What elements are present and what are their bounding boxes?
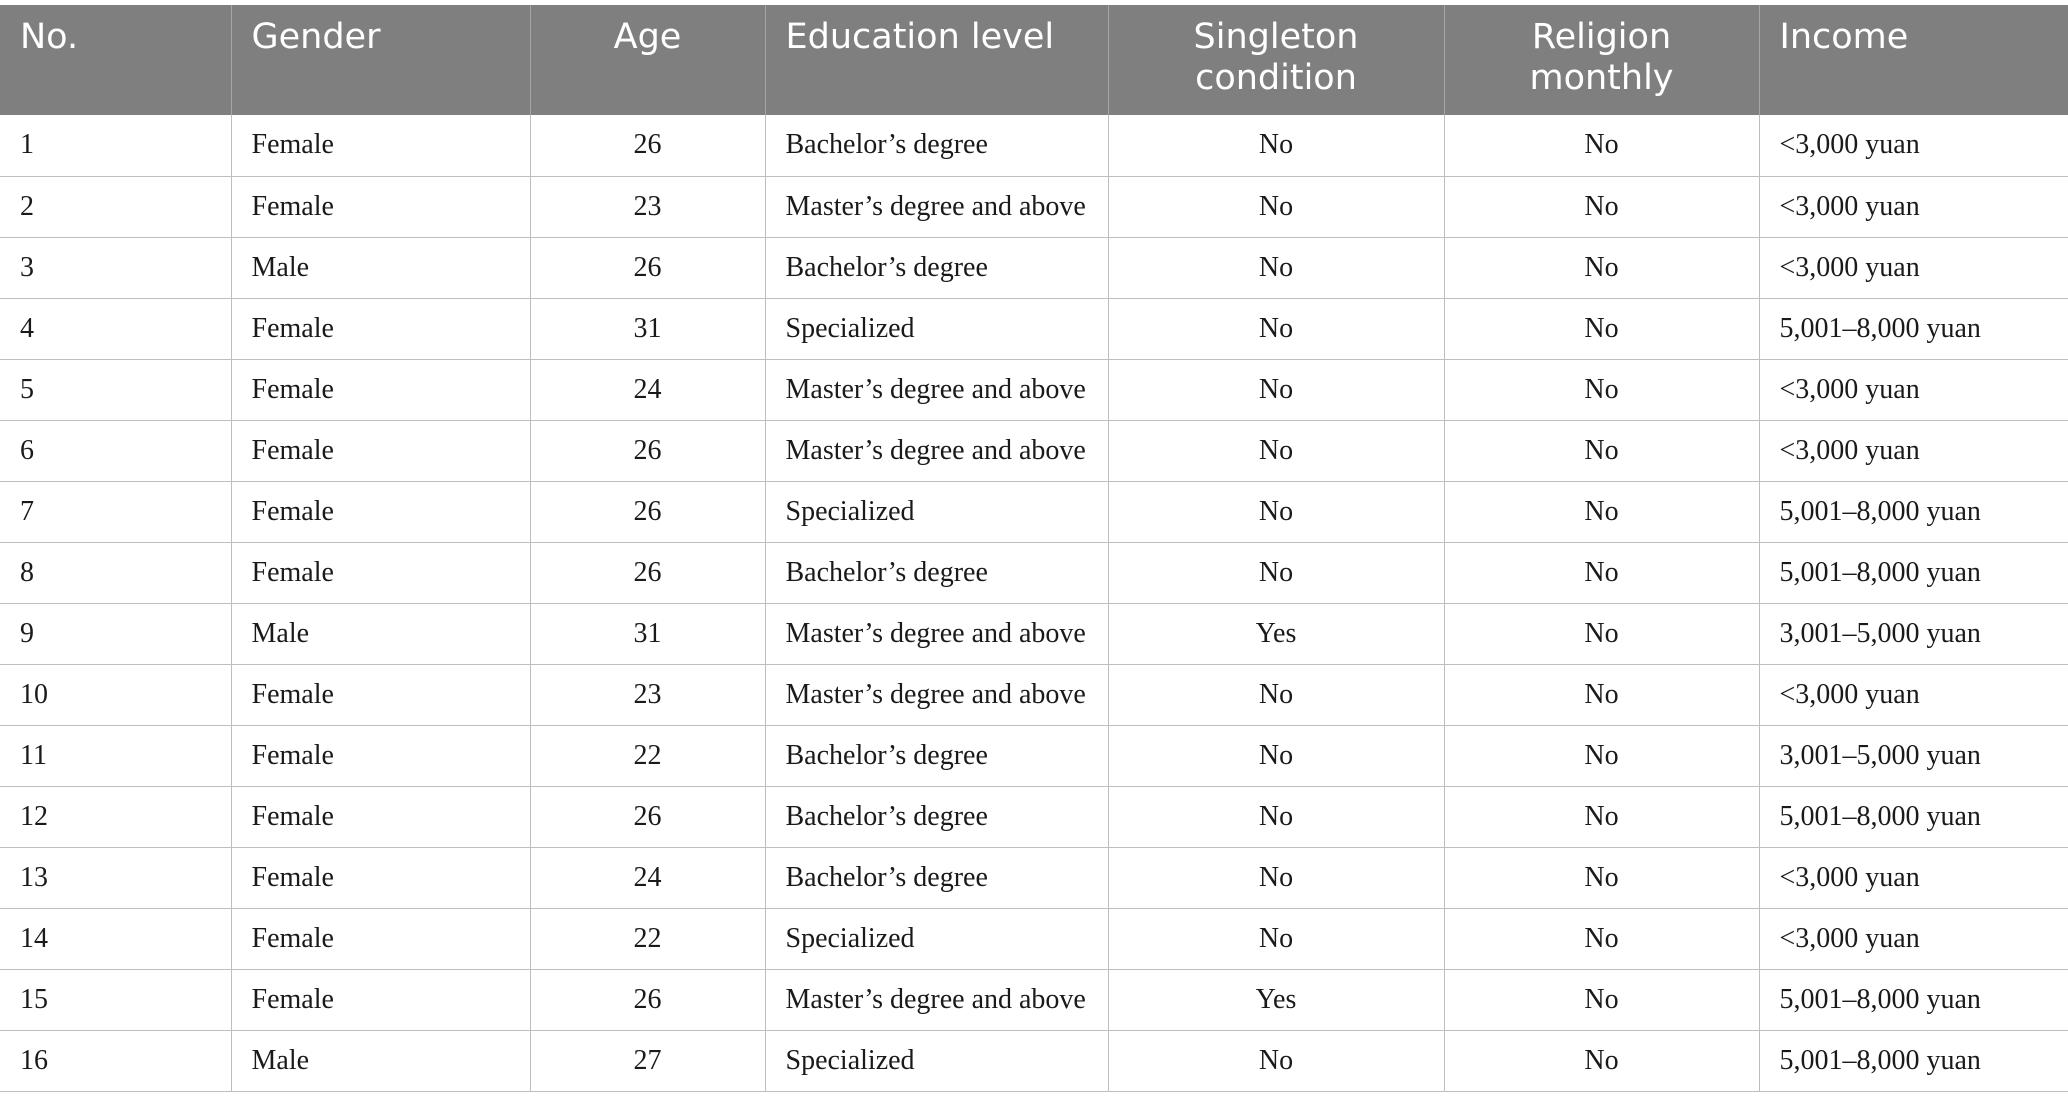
cell-income: <3,000 yuan xyxy=(1759,176,2068,237)
cell-singleton-condition: No xyxy=(1108,847,1444,908)
table-row xyxy=(0,847,2068,908)
cell-religion-monthly: No xyxy=(1444,847,1759,908)
table-row xyxy=(0,481,2068,542)
table-row xyxy=(0,542,2068,603)
cell-singleton-condition: No xyxy=(1108,664,1444,725)
column-header-education-level: Education level xyxy=(765,5,1108,115)
table-row xyxy=(0,725,2068,786)
cell-singleton-condition: Yes xyxy=(1108,603,1444,664)
cell-no: 15 xyxy=(0,969,231,1030)
cell-religion-monthly: No xyxy=(1444,1030,1759,1091)
cell-religion-monthly: No xyxy=(1444,298,1759,359)
table-row xyxy=(0,603,2068,664)
cell-gender: Female xyxy=(231,420,530,481)
cell-singleton-condition: No xyxy=(1108,908,1444,969)
cell-religion-monthly: No xyxy=(1444,786,1759,847)
cell-income: 5,001–8,000 yuan xyxy=(1759,786,2068,847)
cell-age: 22 xyxy=(530,908,765,969)
cell-gender: Female xyxy=(231,847,530,908)
cell-income: 5,001–8,000 yuan xyxy=(1759,1030,2068,1091)
cell-age: 31 xyxy=(530,603,765,664)
cell-age: 24 xyxy=(530,847,765,908)
cell-income: <3,000 yuan xyxy=(1759,847,2068,908)
cell-education-level: Master’s degree and above xyxy=(765,359,1108,420)
cell-education-level: Bachelor’s degree xyxy=(765,725,1108,786)
cell-age: 26 xyxy=(530,115,765,176)
cell-age: 26 xyxy=(530,237,765,298)
cell-income: <3,000 yuan xyxy=(1759,237,2068,298)
cell-no: 12 xyxy=(0,786,231,847)
cell-income: <3,000 yuan xyxy=(1759,420,2068,481)
cell-education-level: Master’s degree and above xyxy=(765,420,1108,481)
cell-age: 26 xyxy=(530,969,765,1030)
cell-no: 3 xyxy=(0,237,231,298)
cell-no: 4 xyxy=(0,298,231,359)
cell-gender: Female xyxy=(231,298,530,359)
cell-religion-monthly: No xyxy=(1444,359,1759,420)
cell-singleton-condition: No xyxy=(1108,542,1444,603)
cell-religion-monthly: No xyxy=(1444,420,1759,481)
table-row xyxy=(0,1030,2068,1091)
cell-gender: Female xyxy=(231,481,530,542)
table-row xyxy=(0,664,2068,725)
cell-age: 26 xyxy=(530,420,765,481)
participants-table xyxy=(0,5,2068,1092)
cell-religion-monthly: No xyxy=(1444,176,1759,237)
cell-income: 5,001–8,000 yuan xyxy=(1759,542,2068,603)
cell-education-level: Bachelor’s degree xyxy=(765,786,1108,847)
table-row xyxy=(0,298,2068,359)
participants-table-container xyxy=(0,5,2068,1092)
cell-income: <3,000 yuan xyxy=(1759,908,2068,969)
cell-religion-monthly: No xyxy=(1444,725,1759,786)
table-row xyxy=(0,176,2068,237)
cell-gender: Female xyxy=(231,725,530,786)
cell-singleton-condition: No xyxy=(1108,725,1444,786)
cell-income: 5,001–8,000 yuan xyxy=(1759,298,2068,359)
cell-education-level: Master’s degree and above xyxy=(765,664,1108,725)
cell-no: 2 xyxy=(0,176,231,237)
cell-age: 23 xyxy=(530,176,765,237)
cell-singleton-condition: No xyxy=(1108,359,1444,420)
cell-singleton-condition: No xyxy=(1108,786,1444,847)
cell-education-level: Specialized xyxy=(765,481,1108,542)
cell-gender: Female xyxy=(231,908,530,969)
cell-gender: Female xyxy=(231,542,530,603)
cell-singleton-condition: No xyxy=(1108,420,1444,481)
cell-gender: Female xyxy=(231,115,530,176)
column-header-age: Age xyxy=(530,5,765,115)
cell-age: 27 xyxy=(530,1030,765,1091)
cell-gender: Female xyxy=(231,176,530,237)
cell-education-level: Bachelor’s degree xyxy=(765,542,1108,603)
cell-religion-monthly: No xyxy=(1444,115,1759,176)
cell-religion-monthly: No xyxy=(1444,664,1759,725)
cell-education-level: Bachelor’s degree xyxy=(765,115,1108,176)
table-header xyxy=(0,5,2068,115)
cell-income: <3,000 yuan xyxy=(1759,664,2068,725)
cell-education-level: Specialized xyxy=(765,1030,1108,1091)
cell-religion-monthly: No xyxy=(1444,542,1759,603)
column-header-income: Income xyxy=(1759,5,2068,115)
table-row xyxy=(0,420,2068,481)
cell-age: 26 xyxy=(530,786,765,847)
cell-singleton-condition: No xyxy=(1108,237,1444,298)
table-body xyxy=(0,115,2068,1091)
cell-religion-monthly: No xyxy=(1444,969,1759,1030)
cell-education-level: Master’s degree and above xyxy=(765,603,1108,664)
cell-age: 24 xyxy=(530,359,765,420)
cell-no: 5 xyxy=(0,359,231,420)
cell-singleton-condition: No xyxy=(1108,298,1444,359)
cell-age: 26 xyxy=(530,542,765,603)
header-row xyxy=(0,5,2068,115)
cell-religion-monthly: No xyxy=(1444,908,1759,969)
cell-age: 23 xyxy=(530,664,765,725)
cell-no: 8 xyxy=(0,542,231,603)
table-row xyxy=(0,115,2068,176)
cell-gender: Male xyxy=(231,1030,530,1091)
cell-income: <3,000 yuan xyxy=(1759,115,2068,176)
cell-gender: Female xyxy=(231,786,530,847)
table-row xyxy=(0,969,2068,1030)
cell-education-level: Bachelor’s degree xyxy=(765,237,1108,298)
table-row xyxy=(0,237,2068,298)
cell-no: 14 xyxy=(0,908,231,969)
cell-income: 5,001–8,000 yuan xyxy=(1759,969,2068,1030)
cell-singleton-condition: No xyxy=(1108,1030,1444,1091)
cell-gender: Female xyxy=(231,969,530,1030)
cell-income: 3,001–5,000 yuan xyxy=(1759,603,2068,664)
cell-singleton-condition: Yes xyxy=(1108,969,1444,1030)
cell-gender: Female xyxy=(231,359,530,420)
cell-gender: Male xyxy=(231,237,530,298)
cell-no: 11 xyxy=(0,725,231,786)
cell-age: 26 xyxy=(530,481,765,542)
cell-income: <3,000 yuan xyxy=(1759,359,2068,420)
cell-age: 22 xyxy=(530,725,765,786)
table-row xyxy=(0,908,2068,969)
cell-religion-monthly: No xyxy=(1444,237,1759,298)
cell-singleton-condition: No xyxy=(1108,481,1444,542)
cell-education-level: Master’s degree and above xyxy=(765,176,1108,237)
cell-income: 5,001–8,000 yuan xyxy=(1759,481,2068,542)
column-header-no: No. xyxy=(0,5,231,115)
cell-education-level: Specialized xyxy=(765,298,1108,359)
cell-no: 10 xyxy=(0,664,231,725)
cell-age: 31 xyxy=(530,298,765,359)
cell-education-level: Specialized xyxy=(765,908,1108,969)
table-row xyxy=(0,359,2068,420)
cell-no: 9 xyxy=(0,603,231,664)
column-header-singleton-condition: Singleton condition xyxy=(1108,5,1444,115)
cell-no: 13 xyxy=(0,847,231,908)
cell-religion-monthly: No xyxy=(1444,603,1759,664)
cell-singleton-condition: No xyxy=(1108,115,1444,176)
table-row xyxy=(0,786,2068,847)
cell-no: 7 xyxy=(0,481,231,542)
column-header-religion-monthly: Religion monthly xyxy=(1444,5,1759,115)
cell-gender: Male xyxy=(231,603,530,664)
cell-no: 1 xyxy=(0,115,231,176)
cell-education-level: Master’s degree and above xyxy=(765,969,1108,1030)
cell-gender: Female xyxy=(231,664,530,725)
cell-education-level: Bachelor’s degree xyxy=(765,847,1108,908)
cell-no: 6 xyxy=(0,420,231,481)
cell-religion-monthly: No xyxy=(1444,481,1759,542)
cell-singleton-condition: No xyxy=(1108,176,1444,237)
column-header-gender: Gender xyxy=(231,5,530,115)
cell-income: 3,001–5,000 yuan xyxy=(1759,725,2068,786)
cell-no: 16 xyxy=(0,1030,231,1091)
